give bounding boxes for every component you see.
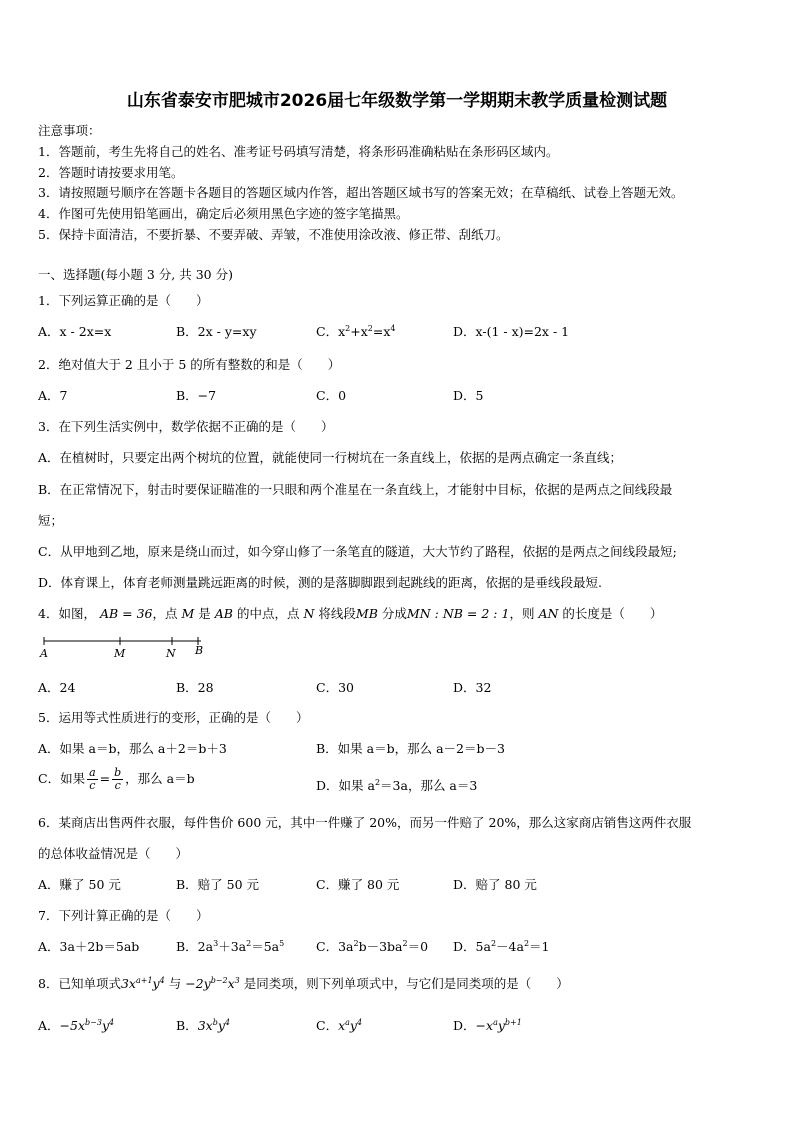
q6-option-a: A．赚了 50 元 xyxy=(38,877,121,892)
line-segment-figure xyxy=(38,634,218,660)
text: ，那么 a＝b xyxy=(125,771,195,786)
math: AN xyxy=(538,606,559,621)
notice-item: 4．作图可先使用铅笔画出，确定后必须用黑色字迹的签字笔描黑。 xyxy=(38,206,409,221)
text: 将线段 xyxy=(318,606,356,621)
exponent: a xyxy=(493,1018,498,1027)
question-6-stem: 6．某商店出售两件衣服，每件售价 600 元，其中一件赚了 20%，而另一件赔了 20%，那么这家商店销售这两件衣服 xyxy=(38,815,692,830)
text: =x xyxy=(372,324,391,339)
math: MN : NB = 2 : 1 xyxy=(406,606,510,621)
text: C．如果 xyxy=(38,771,86,786)
q6-option-c: C．赚了 80 元 xyxy=(316,877,400,892)
exponent: 5 xyxy=(279,939,285,948)
question-8-stem xyxy=(38,974,569,992)
q4-option-b: B．28 xyxy=(176,680,214,695)
exponent: b+1 xyxy=(504,1018,522,1027)
q1-option-b: B．2x - y=xy xyxy=(176,324,257,339)
q2-option-c: C．0 xyxy=(316,388,347,403)
point-label-b: B xyxy=(195,644,204,657)
q4-option-c: C．30 xyxy=(316,680,354,695)
math: x xyxy=(338,1018,346,1033)
text: ＝0 xyxy=(407,939,429,954)
q8-option-c xyxy=(316,1016,362,1034)
numerator: b xyxy=(114,766,122,779)
point-label-n: N xyxy=(166,647,176,660)
text: ，则 xyxy=(509,606,535,621)
q1-option-c xyxy=(316,322,395,340)
q7-option-d xyxy=(453,937,549,955)
text: ＝5a xyxy=(251,939,280,954)
q8-option-a xyxy=(38,1016,114,1034)
exponent: 2 xyxy=(402,939,408,948)
fraction xyxy=(87,767,98,792)
q2-option-d: D．5 xyxy=(453,388,484,403)
text: C．x xyxy=(316,324,346,339)
math: y xyxy=(349,1018,357,1033)
text: 的长度是（ ） xyxy=(562,606,663,621)
text: B．2a xyxy=(176,939,214,954)
text: +x xyxy=(350,324,368,339)
text: 是 xyxy=(198,606,211,621)
notice-item: 1．答题前，考生先将自己的姓名、准考证号码填写清楚，将条形码准确粘贴在条形码区域内。 xyxy=(38,144,559,159)
exponent: 2 xyxy=(490,939,497,948)
exponent: 3 xyxy=(234,976,240,985)
math: N xyxy=(303,606,315,621)
exponent: 4 xyxy=(356,1018,363,1027)
q7-option-c xyxy=(316,937,428,955)
math: y xyxy=(101,1018,109,1033)
math: −x xyxy=(475,1018,494,1033)
exponent: 2 xyxy=(246,939,252,948)
notice-item: 2．答题时请按要求用笔。 xyxy=(38,165,184,180)
math: 3x xyxy=(120,976,136,991)
point-label-m: M xyxy=(114,647,126,660)
point-label-a: A xyxy=(40,647,48,660)
text: 4．如图， xyxy=(38,606,96,621)
q7-option-b xyxy=(176,937,284,955)
exponent: b−2 xyxy=(210,976,228,985)
text: D．如果 a xyxy=(316,778,375,793)
question-4-stem xyxy=(38,604,662,622)
math: AB xyxy=(214,606,233,621)
exponent: 4 xyxy=(109,1018,115,1027)
text: 8．已知单项式 xyxy=(38,976,121,991)
math: −5x xyxy=(59,1018,86,1033)
numerator: a xyxy=(89,766,96,779)
q8-option-d xyxy=(453,1016,522,1034)
exponent: 2 xyxy=(345,324,351,333)
exponent: 2 xyxy=(374,778,381,787)
text: 的中点，点 xyxy=(236,606,300,621)
q3-option-c: C．从甲地到乙地，原来是绕山而过，如今穿山修了一条笔直的隧道，大大节约了路程，依据的是两点之间线段最短; xyxy=(38,544,677,559)
denominator: c xyxy=(114,779,121,792)
text: ＝1 xyxy=(529,939,550,954)
text: C． xyxy=(316,1018,339,1033)
text: B． xyxy=(176,1018,198,1033)
math: 3x xyxy=(197,1018,213,1033)
exponent: 4 xyxy=(390,324,396,333)
exponent: 4 xyxy=(224,1018,230,1027)
q5-option-a: A．如果 a＝b，那么 a＋2＝b＋3 xyxy=(38,741,227,756)
text: ＝3a，那么 a＝3 xyxy=(380,778,478,793)
exponent: a xyxy=(345,1018,350,1027)
q8-option-b xyxy=(176,1016,230,1034)
notice-heading: 注意事项： xyxy=(38,123,101,138)
q1-option-d: D．x-(1 - x)=2x - 1 xyxy=(453,324,570,339)
text: ，点 xyxy=(152,606,178,621)
fraction xyxy=(112,767,123,792)
q7-option-a: A．3a＋2b＝5ab xyxy=(38,939,140,954)
q2-option-a: A．7 xyxy=(38,388,68,403)
q5-option-b: B．如果 a＝b，那么 a－2＝b－3 xyxy=(316,741,505,756)
text: C．3a xyxy=(316,939,354,954)
text: b－3ba xyxy=(358,939,403,954)
question-3-stem: 3．在下列生活实例中，数学依据不正确的是（ ） xyxy=(38,419,334,434)
section-heading: 一、选择题(每小题 3 分, 共 30 分) xyxy=(38,267,233,282)
q3-option-d: D．体育课上，体育老师测量跳远距离的时候，测的是落脚脚跟到起跳线的距离，依据的是垂线段最短. xyxy=(38,575,602,590)
monomial xyxy=(185,976,240,991)
exponent: a+1 xyxy=(135,976,153,985)
exponent: 3 xyxy=(213,939,219,948)
q2-option-b: B．−7 xyxy=(176,388,217,403)
page-title: 山东省泰安市肥城市2026届七年级数学第一学期期末教学质量检测试题 xyxy=(126,91,668,111)
question-2-stem: 2．绝对值大于 2 且小于 5 的所有整数的和是（ ） xyxy=(38,357,341,372)
q4-option-d: D．32 xyxy=(453,680,492,695)
exponent: b−3 xyxy=(85,1018,102,1027)
notice-item: 5．保持卡面清洁，不要折暴、不要弄破、弄皱，不准使用涂改液、修正带、刮纸刀。 xyxy=(38,227,509,242)
text: = xyxy=(99,771,111,786)
denominator: c xyxy=(89,779,96,792)
q3-option-b-cont: 短； xyxy=(38,513,64,528)
question-1-stem: 1．下列运算正确的是（ ） xyxy=(38,293,209,308)
text: 分成 xyxy=(381,606,407,621)
question-7-stem: 7．下列计算正确的是（ ） xyxy=(38,908,209,923)
text: ＋3a xyxy=(218,939,247,954)
math: y xyxy=(152,976,160,991)
q6-option-b: B．赔了 50 元 xyxy=(176,877,260,892)
math: MB xyxy=(355,606,378,621)
q6-option-d: D．赔了 80 元 xyxy=(453,877,537,892)
exponent: 2 xyxy=(367,324,373,333)
text: 与 xyxy=(168,976,182,991)
math: −2y xyxy=(185,976,211,991)
math: y xyxy=(217,1018,225,1033)
q1-option-a: A．x - 2x=x xyxy=(38,324,112,339)
q5-option-c xyxy=(38,767,195,792)
text: －4a xyxy=(496,939,524,954)
text: 是同类项，则下列单项式中，与它们是同类项的是（ ） xyxy=(243,976,569,991)
math: x xyxy=(227,976,235,991)
math: M xyxy=(181,606,195,621)
exponent: 2 xyxy=(523,939,530,948)
exponent: 4 xyxy=(159,976,165,985)
exponent: b xyxy=(212,1018,218,1027)
notice-item: 3．请按照题号顺序在答题卡各题目的答题区域内作答，超出答题区域书写的答案无效；在草稿纸、试卷上答题无效。 xyxy=(38,185,684,200)
q3-option-a: A．在植树时，只要定出两个树坑的位置，就能使同一行树坑在一条直线上，依据的是两点确定一条直线； xyxy=(38,450,623,465)
question-5-stem: 5．运用等式性质进行的变形，正确的是（ ） xyxy=(38,710,309,725)
question-6-stem-cont: 的总体收益情况是（ ） xyxy=(38,846,189,861)
math: y xyxy=(497,1018,505,1033)
q4-option-a: A．24 xyxy=(38,680,76,695)
q5-option-d xyxy=(316,776,477,794)
exponent: 2 xyxy=(353,939,359,948)
text: D．5a xyxy=(453,939,491,954)
math: AB = 36 xyxy=(99,606,153,621)
text: D． xyxy=(453,1018,476,1033)
q3-option-b: B．在正常情况下，射击时要保证瞄准的一只眼和两个准星在一条直线上，才能射中目标，依据的是两点之间线段最 xyxy=(38,482,673,497)
text: A． xyxy=(38,1018,60,1033)
monomial xyxy=(121,976,165,991)
